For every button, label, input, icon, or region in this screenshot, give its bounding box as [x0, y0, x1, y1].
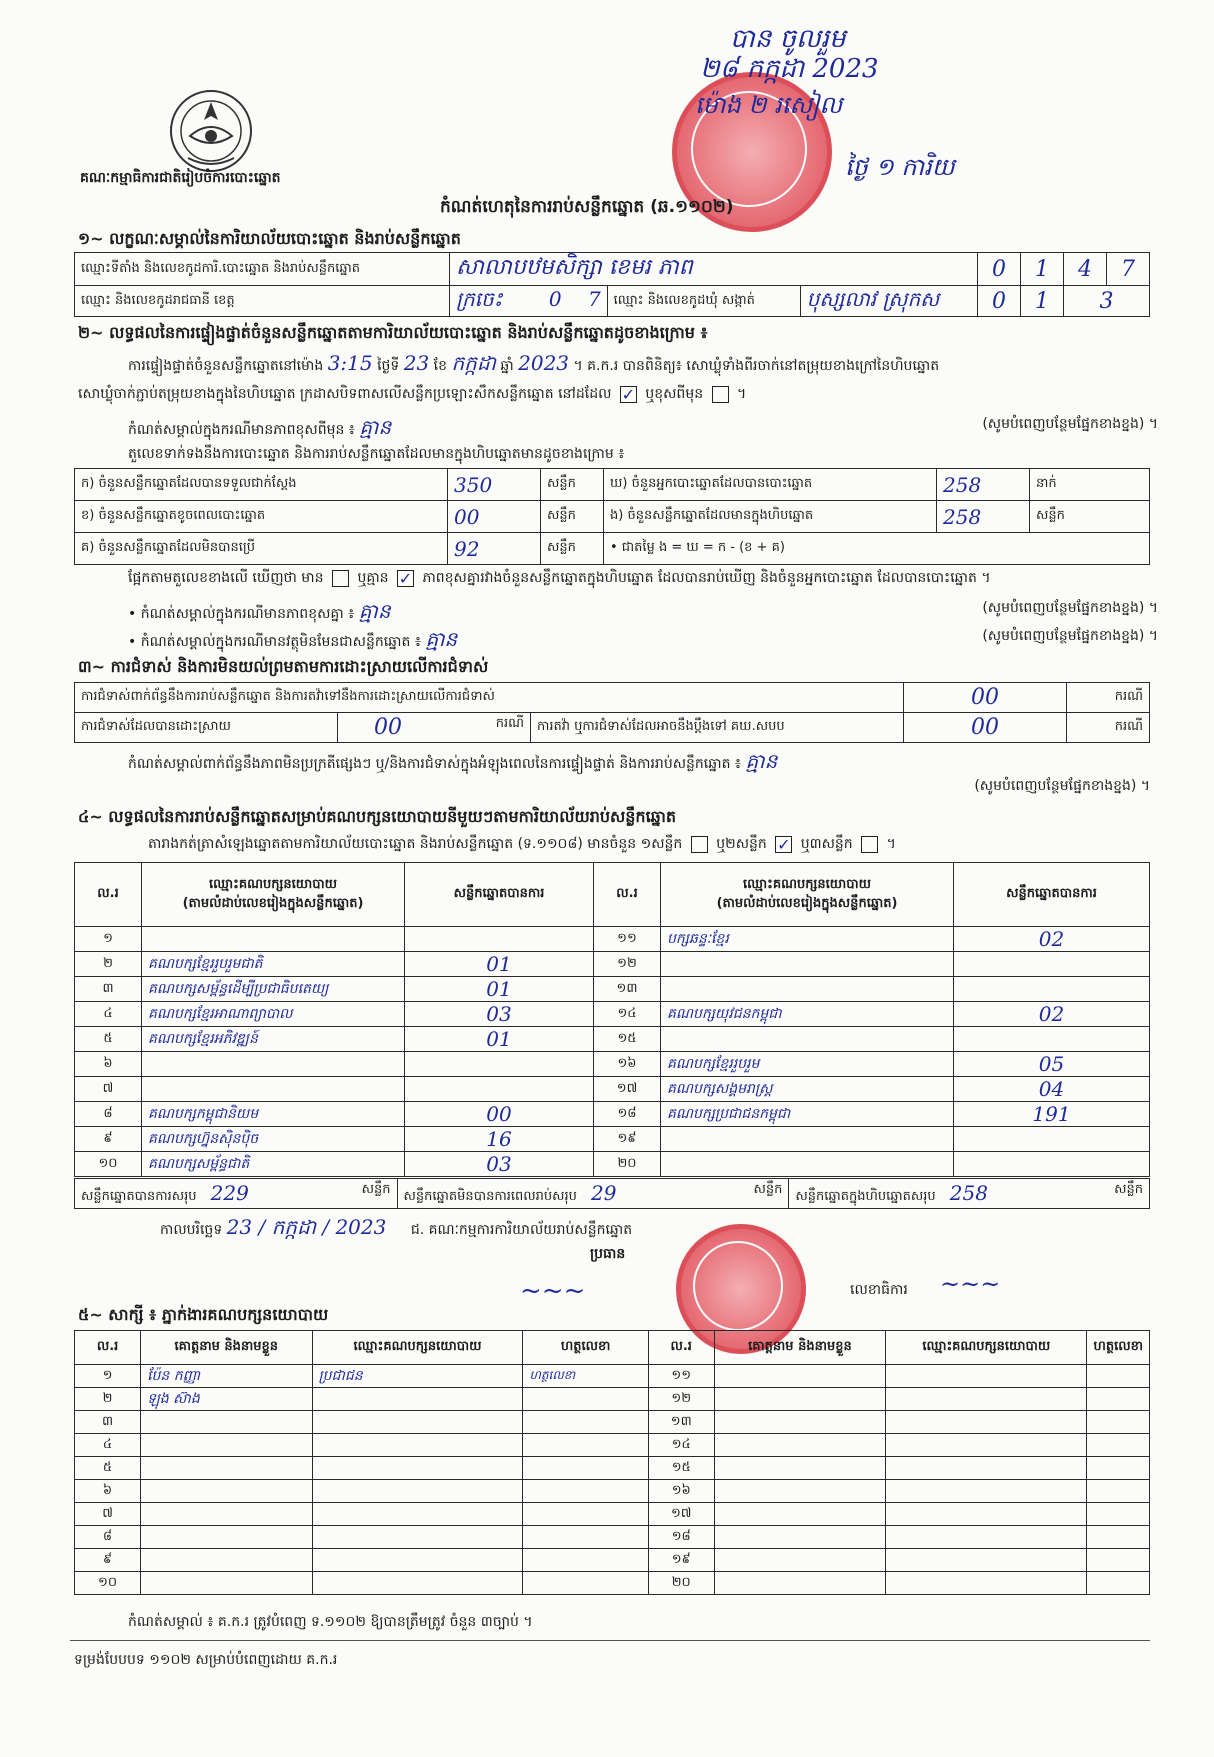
s5-col-party: ឈ្មោះគណបក្សនយោបាយ	[312, 1331, 523, 1365]
s2-note2: • កំណត់សម្គាល់ក្នុងករណីមានភាពខុសគ្នា ៖ គ្មាន (សូមបំពេញបន្ថែមផ្នែកខាងខ្នង) ។	[128, 599, 1158, 623]
table-row	[75, 1102, 1150, 1127]
table-cell	[141, 1526, 312, 1549]
table-cell: 00	[405, 1102, 594, 1127]
s2-row-b-value: 00	[448, 501, 541, 533]
table-row	[75, 1365, 1150, 1388]
table-cell: ១២	[594, 952, 661, 977]
table-cell	[886, 1503, 1087, 1526]
s2-row-a-value: 350	[448, 469, 541, 501]
table-cell	[523, 1411, 648, 1434]
s2-row-b-label: ខ) ចំនួនសន្លឹកឆ្នោតខូចពេលបោះឆ្នោត	[75, 501, 448, 533]
table-cell: ៩	[75, 1549, 141, 1572]
table-cell	[1087, 1411, 1150, 1434]
s2-row-d-label: ឃ) ចំនួនអ្នកបោះឆ្នោតដែលបានបោះឆ្នោត	[604, 469, 937, 501]
table-cell: គណបក្សខ្មែរអាណាព្យាបាល	[142, 1002, 405, 1027]
table-cell	[312, 1503, 523, 1526]
table-cell	[661, 1127, 954, 1152]
s1-row1-label: ឈ្មោះទីតាំង និងលេខកូដការិ.បោះឆ្នោត និងរាប់សន្លឹកឆ្នោត	[75, 253, 450, 286]
s5-col-no: ល.រ	[75, 1331, 141, 1365]
table-cell	[661, 977, 954, 1002]
s4-secretary-label: លេខាធិការ	[850, 1282, 908, 1298]
table-row	[75, 1457, 1150, 1480]
s4-col-party: ឈ្មោះគណបក្សនយោបាយ (តាមលំដាប់លេខរៀងក្នុងសន្លឹកឆ្នោត)	[142, 863, 405, 927]
table-cell: ១៧	[594, 1077, 661, 1102]
table-row	[75, 1572, 1150, 1595]
section1-title: ១~ លក្ខណៈសម្គាល់នៃការិយាល័យបោះឆ្នោត និងរាប់សន្លឹកឆ្នោត	[78, 229, 461, 248]
table-cell: ១៦	[648, 1480, 714, 1503]
table-cell	[954, 952, 1150, 977]
s1-code-digit: 0	[978, 286, 1021, 317]
table-row	[75, 1434, 1150, 1457]
table-cell: បក្សឆន្ទៈខ្មែរ	[661, 927, 954, 952]
s2-compare: ផ្អែកតាមតួលេខខាងលើ ឃើញថា មាន ឬគ្មាន ✓ ភាពខុសគ្នារវាងចំនួនសន្លឹកឆ្នោតក្នុងហិបឆ្នោត ដែលបានរាប់ឃើញ និងចំនួនអ្នកបោះឆ្នោត ដែលបានបោះឆ្នោត ។	[128, 568, 991, 588]
s4-chair-label: ប្រធាន	[590, 1246, 626, 1262]
check-mark-icon: ✓	[777, 834, 791, 854]
s4-intro: តារាងកត់ត្រាសំឡេងឆ្នោតតាមការិយាល័យបោះឆ្នោត និងរាប់សន្លឹកឆ្នោត (ទ.១១០៨) មានចំនួន ១សន្លឹក ឬ២សន្លឹក ✓ ឬ៣សន្លឹក ។	[148, 834, 896, 854]
s3-row1-label: ការជំទាស់ពាក់ព័ន្ធនឹងការរាប់សន្លឹកឆ្នោត និងការតវ៉ាទៅនឹងការដោះស្រាយលើការជំទាស់	[75, 683, 904, 713]
table-cell	[1087, 1434, 1150, 1457]
s4-col-no: ល.រ	[594, 863, 661, 927]
table-cell: គណបក្សខ្មែរអភិវឌ្ឍន៍	[142, 1027, 405, 1052]
table-row	[75, 1503, 1150, 1526]
empty-checkbox	[691, 836, 708, 853]
footer-note: កំណត់សម្គាល់ ៖ គ.ក.រ ត្រូវបំពេញ ទ.១១០២ ឱ្យបានត្រឹមត្រូវ ចំនួន ៣ច្បាប់ ។	[128, 1614, 533, 1630]
table-cell	[523, 1503, 648, 1526]
table-cell	[886, 1572, 1087, 1595]
s3-row2-label: ការជំទាស់ដែលបានដោះស្រាយ	[75, 713, 338, 743]
table-cell: គណបក្សសម្ព័ន្ធដើម្បីប្រជាធិបតេយ្យ	[142, 977, 405, 1002]
chair-signature: ~~~	[520, 1276, 586, 1306]
s3-row1-value: 00	[904, 683, 1067, 713]
table-cell	[523, 1572, 648, 1595]
table-cell	[523, 1388, 648, 1411]
table-cell	[886, 1549, 1087, 1572]
table-cell: គណបក្សកម្ពុជានិយម	[142, 1102, 405, 1127]
s4-col-votes: សន្លឹកឆ្នោតបានការ	[405, 863, 594, 927]
table-row	[75, 1152, 1150, 1177]
s4-results-table	[74, 862, 1150, 1177]
section3-title: ៣~ ការជំទាស់ និងការមិនយល់ព្រមតាមការដោះស្រាយលើការជំទាស់	[78, 657, 489, 676]
table-cell: 01	[405, 1027, 594, 1052]
s5-col-no: ល.រ	[648, 1331, 714, 1365]
table-cell: ២០	[648, 1572, 714, 1595]
table-cell	[714, 1480, 885, 1503]
table-cell	[141, 1480, 312, 1503]
s2-line-b: សោឃ្លុំចាក់ភ្ជាប់តម្រុយខាងក្នុងនៃហិបឆ្នោត ក្រដាសបិទពាសលើសន្លឹកប្រឡោះសឹកសន្លឹកឆ្នោត នៅដដែល ✓ ឬខុសពីមុន ។	[78, 384, 747, 404]
handwritten-line2: ២៨ កក្កដា 2023	[700, 54, 879, 84]
table-cell: ១៨	[594, 1102, 661, 1127]
s4-totals-table	[74, 1178, 1150, 1209]
table-cell	[954, 1027, 1150, 1052]
s1-code-digit: 7	[1107, 253, 1150, 286]
s2-row-a-label: ក) ចំនួនសន្លឹកឆ្នោតដែលបានទទួលជាក់ស្ដែង	[75, 469, 448, 501]
table-cell: 01	[405, 952, 594, 977]
table-cell: ហត្ថលេខា	[523, 1365, 648, 1388]
table-cell: ១៨	[648, 1526, 714, 1549]
table-cell: គណបក្សខ្មែររួបរួម	[661, 1052, 954, 1077]
table-cell: គណបក្សខ្មែររួបរួមជាតិ	[142, 952, 405, 977]
s2-figures-table	[74, 468, 1150, 565]
footer-divider	[70, 1640, 1150, 1641]
s1-row2-value: ក្រចេះ 0 7	[450, 286, 608, 317]
table-cell	[312, 1434, 523, 1457]
table-cell: ៨	[75, 1526, 141, 1549]
table-cell	[141, 1434, 312, 1457]
table-cell: ៥	[75, 1027, 142, 1052]
table-cell: គណបក្សសង្គមរាស្ត្រ	[661, 1077, 954, 1102]
table-cell: ១២	[648, 1388, 714, 1411]
secretary-signature: ~~~	[940, 1270, 1001, 1298]
s5-col-name: គោត្តនាម និងនាមខ្លួន	[714, 1331, 885, 1365]
table-cell: ១៦	[594, 1052, 661, 1077]
table-cell	[312, 1549, 523, 1572]
table-cell: ១៥	[594, 1027, 661, 1052]
check-mark-icon: ✓	[398, 568, 413, 588]
table-row	[75, 1027, 1150, 1052]
s2-row-d-value: 258	[937, 469, 1030, 501]
table-row	[75, 1002, 1150, 1027]
section2-title: ២~ លទ្ធផលនៃការផ្ទៀងផ្ទាត់ចំនួនសន្លឹកឆ្នោតតាមការិយាល័យបោះឆ្នោត និងរាប់សន្លឹកឆ្នោតដូចខាងក្រោម ៖	[78, 323, 708, 342]
s1-code-digit: 1	[1021, 253, 1064, 286]
table-cell: ១៧	[648, 1503, 714, 1526]
s2-row-e-unit: សន្លឹក	[1030, 501, 1150, 533]
section1-table	[74, 252, 1150, 317]
s5-witness-body	[75, 1365, 1150, 1595]
table-cell	[886, 1526, 1087, 1549]
table-cell: ប៉ែន កញ្ញា	[141, 1365, 312, 1388]
handwritten-line4: ថ្ងៃ ១ ការិយ	[845, 153, 955, 181]
table-cell	[661, 1027, 954, 1052]
table-cell	[1087, 1365, 1150, 1388]
table-cell	[1087, 1549, 1150, 1572]
s1-row2b-value: បុស្សលាវ ស្រុកស	[800, 286, 977, 317]
table-cell: ៥	[75, 1457, 141, 1480]
s5-col-party: ឈ្មោះគណបក្សនយោបាយ	[886, 1331, 1087, 1365]
s1-row2-label: ឈ្មោះ និងលេខកូដរាជធានី ខេត្ត	[75, 286, 450, 317]
table-cell: ១៩	[648, 1549, 714, 1572]
table-cell	[523, 1457, 648, 1480]
table-cell	[523, 1480, 648, 1503]
table-cell	[1087, 1503, 1150, 1526]
table-cell: ២	[75, 952, 142, 977]
table-cell: ១	[75, 1365, 141, 1388]
table-cell	[714, 1411, 885, 1434]
empty-checkbox	[861, 836, 878, 853]
table-cell: ១៩	[594, 1127, 661, 1152]
s4-total-box: សន្លឹកឆ្នោតក្នុងហិបឆ្នោតសរុប 258 សន្លឹក	[789, 1179, 1150, 1209]
s4-col-party: ឈ្មោះគណបក្សនយោបាយ (តាមលំដាប់លេខរៀងក្នុងសន្លឹកឆ្នោត)	[661, 863, 954, 927]
table-cell: ៤	[75, 1434, 141, 1457]
s2-note1: កំណត់សម្គាល់ក្នុងករណីមានភាពខុសពីមុន ៖ គ្មាន (សូមបំពេញបន្ថែមផ្នែកខាងខ្នង) ។	[128, 415, 1158, 439]
table-cell	[954, 1127, 1150, 1152]
s2-line-a: ការផ្ទៀងផ្ទាត់ចំនួនសន្លឹកឆ្នោតនៅម៉ោង 3:15 ថ្ងៃទី 23 ខែ កក្កដា ឆ្នាំ 2023 ។ គ.ក.រ បានពិនិត្យ៖ សោឃ្លុំទាំងពីរចាក់នៅតម្រុយខាងក្រៅនៃហិបឆ្នោត	[128, 351, 940, 375]
s1-row2b-label: ឈ្មោះ និងលេខកូដឃុំ សង្កាត់	[607, 286, 800, 317]
table-cell	[714, 1365, 885, 1388]
table-cell: ៩	[75, 1127, 142, 1152]
table-cell: គណបក្សយុវជនកម្ពុជា	[661, 1002, 954, 1027]
table-row	[75, 1388, 1150, 1411]
s4-col-no: ល.រ	[75, 863, 142, 927]
s4-results-body	[75, 927, 1150, 1177]
table-cell	[954, 977, 1150, 1002]
table-cell	[141, 1457, 312, 1480]
s5-col-name: គោត្តនាម និងនាមខ្លួន	[141, 1331, 312, 1365]
table-cell	[312, 1526, 523, 1549]
section5-title: ៥~ សាក្សី ៖ ភ្នាក់ងារគណបក្សនយោបាយ	[78, 1305, 329, 1324]
table-cell	[312, 1457, 523, 1480]
s2-row-c-value: 92	[448, 533, 541, 565]
table-row	[75, 1077, 1150, 1102]
table-cell	[142, 1052, 405, 1077]
s2-row-b-unit: សន្លឹក	[541, 501, 604, 533]
table-cell	[714, 1388, 885, 1411]
table-cell: 191	[954, 1102, 1150, 1127]
table-cell: គណបក្សប្រជាជនកម្ពុជា	[661, 1102, 954, 1127]
table-cell	[714, 1572, 885, 1595]
table-cell	[714, 1526, 885, 1549]
s4-total-valid: សន្លឹកឆ្នោតបានការសរុប 229 សន្លឹក	[75, 1179, 398, 1209]
table-cell: 02	[954, 1002, 1150, 1027]
table-cell	[523, 1549, 648, 1572]
s1-code-digit: 3	[1064, 286, 1150, 317]
table-cell	[714, 1503, 885, 1526]
table-row	[75, 977, 1150, 1002]
section3-table	[74, 682, 1150, 743]
table-cell: គណបក្សសម្ព័ន្ធជាតិ	[142, 1152, 405, 1177]
s3-row1-unit: ករណី	[1067, 683, 1150, 713]
table-cell	[714, 1457, 885, 1480]
table-cell: ឡុង ស៊ាង	[141, 1388, 312, 1411]
s5-col-sign: ហត្ថលេខា	[523, 1331, 648, 1365]
table-cell	[141, 1572, 312, 1595]
table-cell: 04	[954, 1077, 1150, 1102]
table-cell	[523, 1434, 648, 1457]
s2-row-a-unit: សន្លឹក	[541, 469, 604, 501]
table-row	[75, 1480, 1150, 1503]
table-cell: ១៤	[594, 1002, 661, 1027]
footer-form-label: ទម្រង់បែបបទ ១១០២ សម្រាប់បំពេញដោយ គ.ក.រ	[74, 1652, 338, 1668]
table-row	[75, 927, 1150, 952]
handwritten-line1: បាន ចូលរួម	[730, 24, 846, 54]
table-cell	[886, 1388, 1087, 1411]
table-cell: ១៣	[594, 977, 661, 1002]
table-cell	[954, 1152, 1150, 1177]
table-row	[75, 1549, 1150, 1572]
s2-row-d-unit: នាក់	[1030, 469, 1150, 501]
table-cell: 03	[405, 1152, 594, 1177]
table-cell	[886, 1457, 1087, 1480]
s3-row2-value-cell: 00 ករណី	[338, 713, 531, 743]
table-cell	[1087, 1572, 1150, 1595]
table-cell	[1087, 1480, 1150, 1503]
s3-fill-more: (សូមបំពេញបន្ថែមផ្នែកខាងខ្នង) ។	[974, 778, 1150, 794]
table-cell: ២	[75, 1388, 141, 1411]
s1-row1-value: សាលាបឋមសិក្សា ខេមរ ភាព	[450, 253, 978, 286]
table-cell	[405, 927, 594, 952]
s4-total-invalid: សន្លឹកឆ្នោតមិនបានការពេលរាប់សរុប 29 សន្លឹក	[397, 1179, 789, 1209]
s2-row-e-value: 258	[937, 501, 1030, 533]
national-emblem-icon	[168, 88, 254, 174]
empty-checkbox	[712, 386, 729, 403]
s2-table-intro: តួលេខទាក់ទងនឹងការបោះឆ្នោត និងការរាប់សន្លឹកឆ្នោតដែលមានក្នុងហិបឆ្នោតមានដូចខាងក្រោម ៖	[128, 446, 625, 462]
table-cell: 02	[954, 927, 1150, 952]
table-cell: ៧	[75, 1077, 142, 1102]
handwritten-line3: ម៉ោង ២ រសៀល	[695, 91, 843, 119]
s2-formula: • ជាតម្លៃ ង = ឃ = ក - (ខ + គ)	[604, 533, 1150, 565]
s2-row-c-unit: សន្លឹក	[541, 533, 604, 565]
table-cell	[886, 1434, 1087, 1457]
table-cell	[1087, 1388, 1150, 1411]
table-cell: ១៥	[648, 1457, 714, 1480]
table-cell: ៤	[75, 1002, 142, 1027]
table-cell: ២០	[594, 1152, 661, 1177]
table-cell: ៧	[75, 1503, 141, 1526]
table-cell: ១៣	[648, 1411, 714, 1434]
table-cell	[661, 952, 954, 977]
s3-row2b-unit: ករណី	[1067, 713, 1150, 743]
s2-note3: • កំណត់សម្គាល់ក្នុងករណីមានវត្ថុមិនមែនជាសន្លឹកឆ្នោត ៖ គ្មាន (សូមបំពេញបន្ថែមផ្នែកខាងខ្នង) ។	[128, 627, 1158, 651]
table-cell	[312, 1572, 523, 1595]
table-cell	[714, 1434, 885, 1457]
s4-col-votes: សន្លឹកឆ្នោតបានការ	[954, 863, 1150, 927]
table-cell	[1087, 1526, 1150, 1549]
section4-title: ៤~ លទ្ធផលនៃការរាប់សន្លឹកឆ្នោតសម្រាប់គណបក្សនយោបាយនីមួយៗតាមការិយាល័យរាប់សន្លឹកឆ្នោត	[78, 807, 677, 826]
table-cell: ៨	[75, 1102, 142, 1127]
table-cell	[886, 1480, 1087, 1503]
table-cell: ១៤	[648, 1434, 714, 1457]
check-mark-icon: ✓	[621, 384, 636, 404]
table-cell: ១	[75, 927, 142, 952]
s5-col-sign: ហត្ថលេខា	[1087, 1331, 1150, 1365]
table-cell	[312, 1388, 523, 1411]
table-cell: 01	[405, 977, 594, 1002]
s2-row-e-label: ង) ចំនួនសន្លឹកឆ្នោតដែលមានក្នុងហិបឆ្នោត	[604, 501, 937, 533]
table-cell	[141, 1549, 312, 1572]
empty-checkbox	[332, 570, 349, 587]
table-cell: គណបក្សហ្វ៊ុនស៊ិនប៉ិច	[142, 1127, 405, 1152]
table-cell: ១១	[594, 927, 661, 952]
s1-code-digit: 4	[1064, 253, 1107, 286]
table-cell: ៦	[75, 1052, 142, 1077]
table-cell	[661, 1152, 954, 1177]
table-cell: ១០	[75, 1152, 142, 1177]
table-cell	[886, 1411, 1087, 1434]
table-cell	[405, 1077, 594, 1102]
s1-code-digit: 0	[978, 253, 1021, 286]
table-row	[75, 1526, 1150, 1549]
table-cell	[405, 1052, 594, 1077]
table-row	[75, 1411, 1150, 1434]
table-cell: ៦	[75, 1480, 141, 1503]
table-cell: ៣	[75, 977, 142, 1002]
s3-note: កំណត់សម្គាល់ពាក់ព័ន្ធនឹងភាពមិនប្រក្រតីផ្សេងៗ ឬ/និងការជំទាស់ក្នុងអំឡុងពេលនៃការផ្ទៀងផ្ទាត់ និងការរាប់សន្លឹកឆ្នោត ៖ គ្មាន	[128, 749, 778, 773]
organization-name: គណៈកម្មាធិការជាតិរៀបចំការបោះឆ្នោត	[80, 170, 281, 186]
s3-row2b-value: 00	[904, 713, 1067, 743]
document-title: កំណត់ហេតុនៃការរាប់សន្លឹកឆ្នោត (ឆ.១១០២)	[440, 197, 734, 217]
table-cell	[523, 1526, 648, 1549]
table-cell: ៣	[75, 1411, 141, 1434]
table-cell: 05	[954, 1052, 1150, 1077]
table-row	[75, 1127, 1150, 1152]
s3-row2b-label: ការតវ៉ា ឬការជំទាស់ដែលអាចនឹងប្ដឹងទៅ គឃ.សបប	[531, 713, 904, 743]
table-row	[75, 1052, 1150, 1077]
s1-code-digit: 1	[1021, 286, 1064, 317]
table-cell	[312, 1480, 523, 1503]
table-cell	[886, 1365, 1087, 1388]
table-cell	[142, 1077, 405, 1102]
table-cell	[1087, 1457, 1150, 1480]
table-cell	[142, 927, 405, 952]
table-cell: ប្រជាជន	[312, 1365, 523, 1388]
table-cell: 03	[405, 1002, 594, 1027]
table-cell: ១១	[648, 1365, 714, 1388]
table-cell	[141, 1503, 312, 1526]
table-cell	[141, 1411, 312, 1434]
s5-witness-table	[74, 1330, 1150, 1595]
table-cell: ១០	[75, 1572, 141, 1595]
table-cell	[312, 1411, 523, 1434]
table-row	[75, 952, 1150, 977]
table-cell: 16	[405, 1127, 594, 1152]
s2-row-c-label: គ) ចំនួនសន្លឹកឆ្នោតដែលមិនបានប្រើ	[75, 533, 448, 565]
table-cell	[714, 1549, 885, 1572]
s4-date: កាលបរិច្ឆេទ 23 / កក្កដា / 2023 ជ. គណៈកម្មការការិយាល័យរាប់សន្លឹកឆ្នោត	[160, 1215, 633, 1239]
